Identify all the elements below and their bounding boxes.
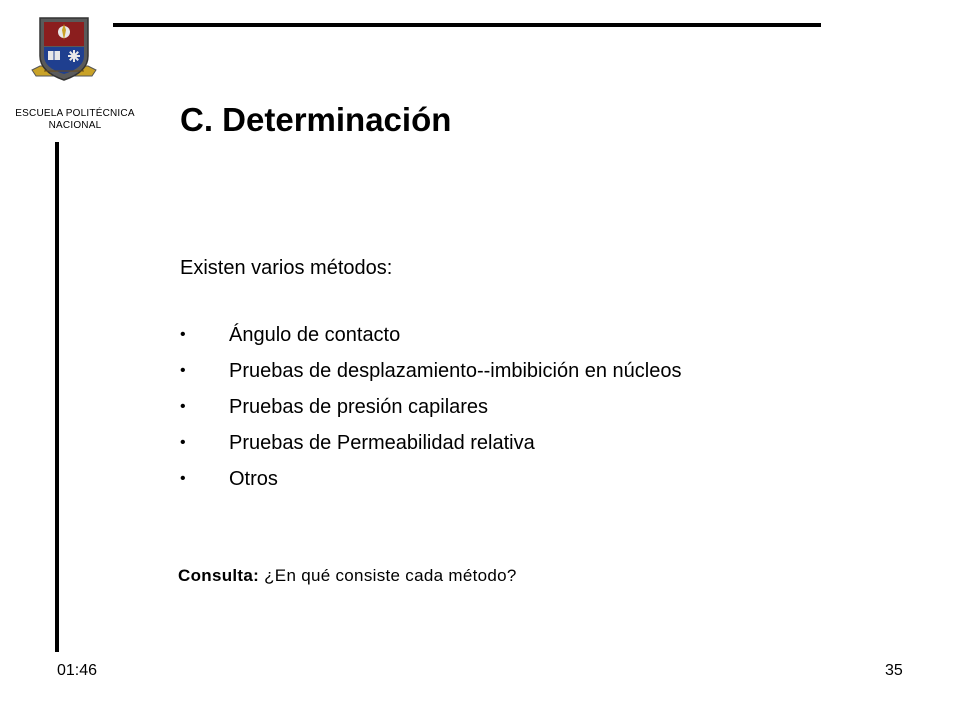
consulta-note: [178, 563, 517, 589]
list-item-text: Otros: [229, 468, 278, 490]
university-crest-icon: [28, 10, 100, 90]
slide-title: C. Determinación: [180, 101, 452, 138]
consulta-label: Consulta:: [178, 566, 260, 585]
intro-text: Existen varios métodos:: [180, 257, 393, 279]
footer-time: 01:46: [57, 662, 98, 679]
consulta-question: ¿En qué consiste cada método?: [259, 566, 517, 585]
bullet-icon: •: [180, 470, 186, 487]
left-divider-line: [55, 142, 59, 652]
page-number: 35: [885, 662, 903, 679]
list-item-text: Pruebas de presión capilares: [229, 396, 489, 418]
bullet-icon: •: [180, 434, 186, 451]
bullet-icon: •: [180, 362, 186, 379]
bullet-icon: •: [180, 326, 186, 343]
bullet-icon: •: [180, 398, 186, 415]
list-item-text: Ángulo de contacto: [229, 324, 401, 346]
list-item-text: Pruebas de desplazamiento--imbibición en núcleos: [229, 360, 682, 382]
top-divider-line: [113, 23, 821, 27]
institution-name: ESCUELA POLITÉCNICA NACIONAL: [15, 108, 135, 131]
list-item-text: Pruebas de Permeabilidad relativa: [229, 432, 535, 454]
